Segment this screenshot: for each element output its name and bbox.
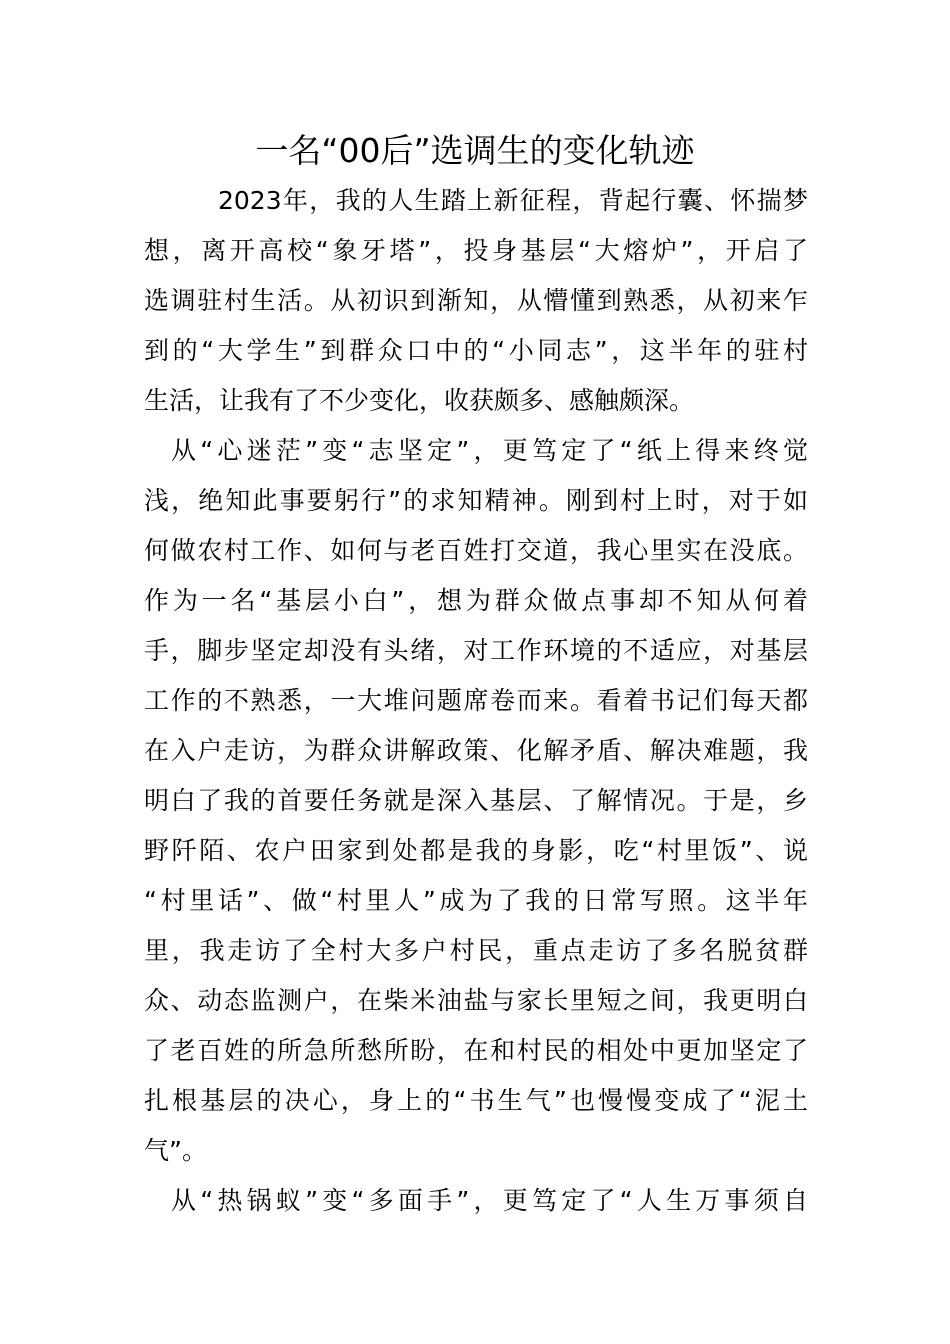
paragraph-line: 从“心迷茫”变“志坚定”，更笃定了“纸上得来终觉 xyxy=(171,436,808,465)
paragraph-line: 扎根基层的决心，身上的“书生气”也慢慢变成了“泥土 xyxy=(144,1086,808,1115)
paragraph-line: 里，我走访了全村大多户村民，重点走访了多名脱贫群 xyxy=(144,936,808,965)
paragraph-line: 2023年，我的人生踏上新征程，背起行囊、怀揣梦 xyxy=(218,186,808,215)
paragraph-line: 从“热锅蚁”变“多面手”，更笃定了“人生万事须自 xyxy=(171,1186,808,1215)
paragraph-line: 众、动态监测户，在柴米油盐与家长里短之间，我更明白 xyxy=(144,986,808,1015)
paragraph-line: 手，脚步坚定却没有头绪，对工作环境的不适应，对基层 xyxy=(144,636,808,665)
paragraph-line: 野阡陌、农户田家到处都是我的身影，吃“村里饭”、说 xyxy=(144,836,808,865)
paragraph-line: 作为一名“基层小白”，想为群众做点事却不知从何着 xyxy=(144,586,808,615)
paragraph-line: 了老百姓的所急所愁所盼，在和村民的相处中更加坚定了 xyxy=(144,1036,808,1065)
paragraph-line: 气”。 xyxy=(144,1136,207,1165)
paragraph-line: 想，离开高校“象牙塔”，投身基层“大熔炉”，开启了 xyxy=(144,236,808,265)
paragraph-line: 浅，绝知此事要躬行”的求知精神。刚到村上时，对于如 xyxy=(144,486,808,515)
paragraph-line: 工作的不熟悉，一大堆问题席卷而来。看着书记们每天都 xyxy=(144,686,808,715)
paragraph-line: 在入户走访，为群众讲解政策、化解矛盾、解决难题，我 xyxy=(144,736,808,765)
paragraph-line: 到的“大学生”到群众口中的“小同志”，这半年的驻村 xyxy=(144,336,808,365)
paragraph-line: 选调驻村生活。从初识到渐知，从懵懂到熟悉，从初来乍 xyxy=(144,286,808,315)
paragraph-line: 明白了我的首要任务就是深入基层、了解情况。于是，乡 xyxy=(144,786,808,815)
document-title: 一名“00后”选调生的变化轨迹 xyxy=(255,131,695,170)
paragraph-line: 何做农村工作、如何与老百姓打交道，我心里实在没底。 xyxy=(144,536,808,565)
paragraph-line: 生活，让我有了不少变化，收获颇多、感触颇深。 xyxy=(144,386,695,415)
paragraph-line: “村里话”、做“村里人”成为了我的日常写照。这半年 xyxy=(144,886,808,915)
